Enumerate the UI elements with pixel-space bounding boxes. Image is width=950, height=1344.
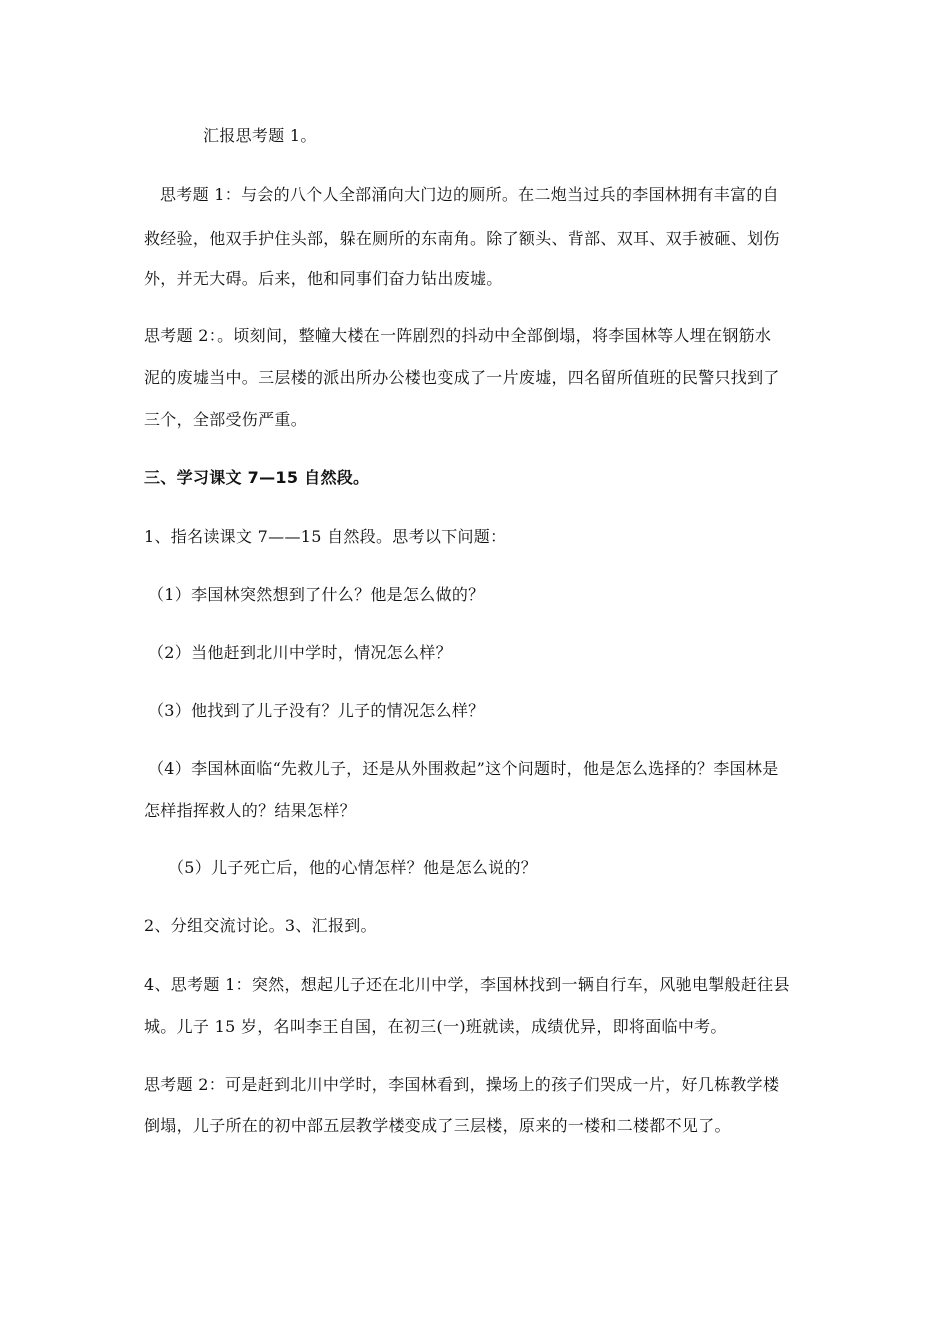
paragraph-line: 救经验，他双手护住头部，躲在厕所的东南角。除了额头、背部、双耳、双手被砸、划伤 xyxy=(144,229,780,248)
report-heading: 汇报思考题 1。 xyxy=(203,126,317,145)
paragraph-line: 外，并无大碍。后来，他和同事们奋力钻出废墟。 xyxy=(144,269,503,288)
question-item: （1）李国林突然想到了什么？他是怎么做的？ xyxy=(148,585,485,604)
question-item-continuation: 怎样指挥救人的？结果怎样？ xyxy=(144,801,356,820)
question-item: （4）李国林面临“先救儿子，还是从外围救起”这个问题时，他是怎么选择的？李国林是 xyxy=(148,759,779,778)
section-heading: 三、学习课文 7—15 自然段。 xyxy=(144,468,370,487)
question-item: （2）当他赶到北川中学时，情况怎么样？ xyxy=(148,643,452,662)
list-item: 2、分组交流讨论。3、汇报到。 xyxy=(144,916,377,935)
list-item: 1、指名读课文 7——15 自然段。思考以下问题： xyxy=(144,527,507,546)
paragraph-line: 城。儿子 15 岁，名叫李王自国，在初三(一)班就读，成绩优异，即将面临中考。 xyxy=(144,1017,727,1036)
paragraph-line: 4、思考题 1：突然，想起儿子还在北川中学，李国林找到一辆自行车，风驰电掣般赶往县 xyxy=(144,975,790,994)
paragraph-line: 思考题 1：与会的八个人全部涌向大门边的厕所。在二炮当过兵的李国林拥有丰富的自 xyxy=(160,185,779,204)
paragraph-line: 三个，全部受伤严重。 xyxy=(144,410,308,429)
question-item: （5）儿子死亡后，他的心情怎样？他是怎么说的？ xyxy=(168,858,538,877)
paragraph-line: 思考题 2：可是赶到北川中学时，李国林看到，操场上的孩子们哭成一片，好几栋教学楼 xyxy=(144,1075,780,1094)
paragraph-line: 泥的废墟当中。三层楼的派出所办公楼也变成了一片废墟，四名留所值班的民警只找到了 xyxy=(144,368,780,387)
question-item: （3）他找到了儿子没有？儿子的情况怎么样？ xyxy=(148,701,485,720)
paragraph-line: 倒塌，儿子所在的初中部五层教学楼变成了三层楼，原来的一楼和二楼都不见了。 xyxy=(144,1116,731,1135)
paragraph-line: 思考题 2：。顷刻间，整幢大楼在一阵剧烈的抖动中全部倒塌，将李国林等人埋在钢筋水 xyxy=(144,326,772,345)
